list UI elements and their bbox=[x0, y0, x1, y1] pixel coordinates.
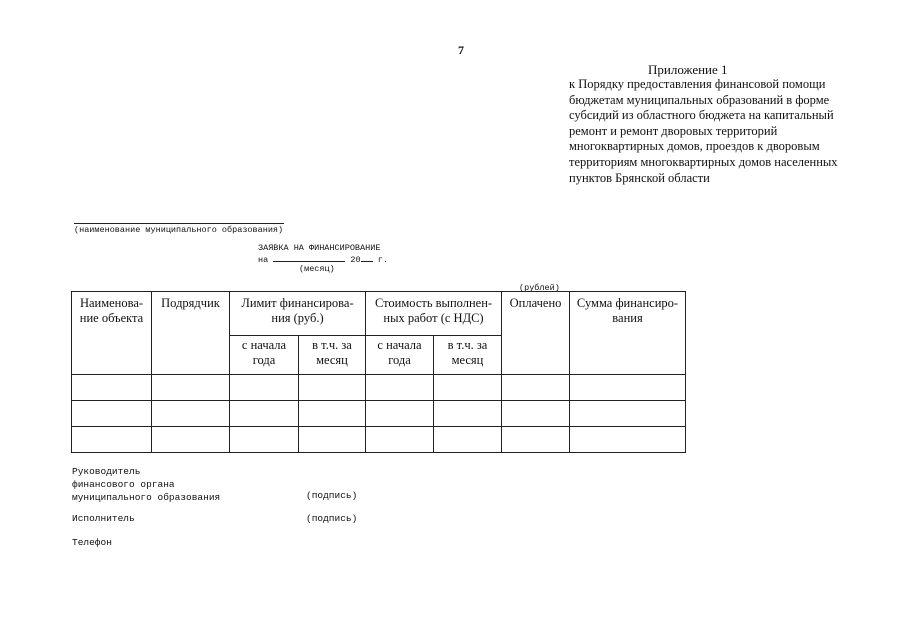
header-object-name: Наименова- ние объекта bbox=[72, 292, 152, 375]
head-signature-caption: (подпись) bbox=[306, 490, 358, 501]
header-cost: Стоимость выполнен- ных работ (с НДС) bbox=[366, 292, 502, 336]
subheader-cost-month: в т.ч. за месяц bbox=[434, 336, 502, 375]
table-cell bbox=[152, 401, 230, 427]
org-name-line bbox=[74, 223, 284, 224]
financing-table bbox=[71, 291, 686, 453]
table-cell bbox=[366, 427, 434, 453]
table-cell bbox=[570, 427, 686, 453]
header-contractor: Подрядчик bbox=[152, 292, 230, 375]
units-label: (рублей) bbox=[519, 283, 560, 293]
table-cell bbox=[502, 375, 570, 401]
table-cell bbox=[152, 375, 230, 401]
table-cell bbox=[230, 401, 299, 427]
table-header-row bbox=[72, 292, 686, 336]
table-row bbox=[72, 427, 686, 453]
year-prefix: 20 bbox=[350, 255, 361, 265]
table-cell bbox=[230, 427, 299, 453]
table-cell bbox=[366, 401, 434, 427]
year-blank bbox=[361, 253, 373, 262]
executor-signature-caption: (подпись) bbox=[306, 513, 358, 524]
header-limit: Лимит финансирова- ния (руб.) bbox=[230, 292, 366, 336]
table-cell bbox=[299, 401, 366, 427]
table-cell bbox=[72, 401, 152, 427]
table-cell bbox=[72, 427, 152, 453]
table-cell bbox=[366, 375, 434, 401]
subheader-cost-from-start: с начала года bbox=[366, 336, 434, 375]
org-name-caption: (наименование муниципального образования) bbox=[74, 225, 284, 235]
table-cell bbox=[434, 375, 502, 401]
page-number: 7 bbox=[458, 43, 464, 57]
month-blank bbox=[273, 253, 345, 262]
table-cell bbox=[570, 375, 686, 401]
table-cell bbox=[299, 427, 366, 453]
table-cell bbox=[434, 427, 502, 453]
table-cell bbox=[502, 401, 570, 427]
table-cell bbox=[570, 401, 686, 427]
table-row bbox=[72, 401, 686, 427]
header-paid: Оплачено bbox=[502, 292, 570, 375]
request-title: ЗАЯВКА НА ФИНАНСИРОВАНИЕ bbox=[258, 243, 381, 253]
year-suffix: г. bbox=[377, 255, 388, 265]
date-prefix: на bbox=[258, 255, 269, 265]
header-financing-sum: Сумма финансиро- вания bbox=[570, 292, 686, 375]
subheader-limit-month: в т.ч. за месяц bbox=[299, 336, 366, 375]
table-cell bbox=[299, 375, 366, 401]
head-title: Руководитель финансового органа муниципального образования bbox=[72, 466, 221, 503]
table-cell bbox=[434, 401, 502, 427]
executor-label: Исполнитель bbox=[72, 513, 135, 524]
table-cell bbox=[152, 427, 230, 453]
month-caption: (месяц) bbox=[299, 264, 335, 274]
table-cell bbox=[502, 427, 570, 453]
table-row bbox=[72, 375, 686, 401]
appendix-text: к Порядку предоставления финансовой помощи бюджетам муниципальных образований в форме субсидий из областного бюджета на капитальный ремонт и ремонт дворовых территорий многоквартирных домов, проездов к дворовым территориям многоквартирных домов населенных пунктов Брянской области bbox=[569, 77, 838, 185]
table-cell bbox=[72, 375, 152, 401]
subheader-limit-from-start: с начала года bbox=[230, 336, 299, 375]
phone-label: Телефон bbox=[72, 537, 112, 548]
table-cell bbox=[230, 375, 299, 401]
appendix-title: Приложение 1 bbox=[648, 62, 728, 77]
